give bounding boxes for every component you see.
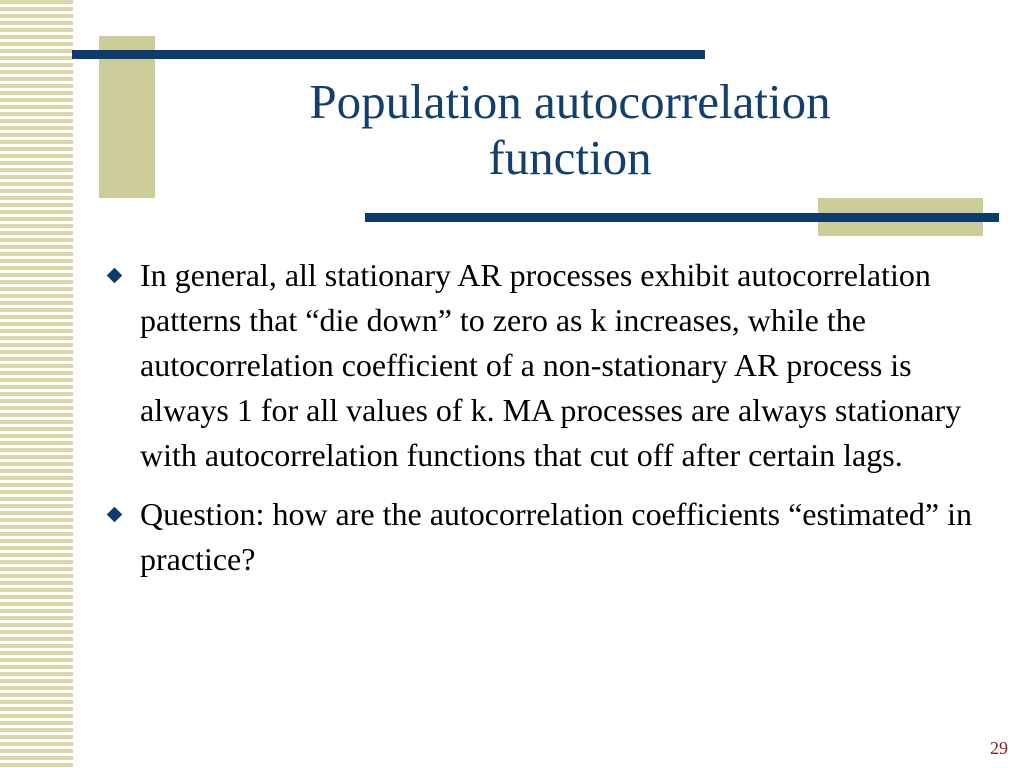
title-line-1: Population autocorrelation: [309, 74, 831, 129]
left-stripe-decoration: [0, 0, 73, 768]
top-rule-line: [72, 50, 705, 59]
top-accent-block: [99, 36, 155, 198]
bullet-item: [104, 253, 984, 478]
bottom-rule-line: [365, 213, 999, 222]
slide-title: [190, 74, 950, 186]
page-number: 29: [990, 738, 1008, 758]
bullet-text: Question: how are the autocorrelation coefficients “estimated” in practice?: [140, 496, 972, 577]
title-line-2: function: [488, 130, 652, 185]
bullet-item: [104, 492, 984, 582]
diamond-bullet-icon: [107, 268, 123, 284]
diamond-bullet-icon: [107, 507, 123, 523]
bullet-list: [104, 253, 984, 596]
bullet-text: In general, all stationary AR processes exhibit autocorrelation patterns that “die down” to zero as k increases, while the autocorrelation coefficient of a non-stationary AR process is always 1 for all values of k. MA processes are always stationary with autocorrelation functions that cut off after certain lags.: [140, 257, 962, 473]
